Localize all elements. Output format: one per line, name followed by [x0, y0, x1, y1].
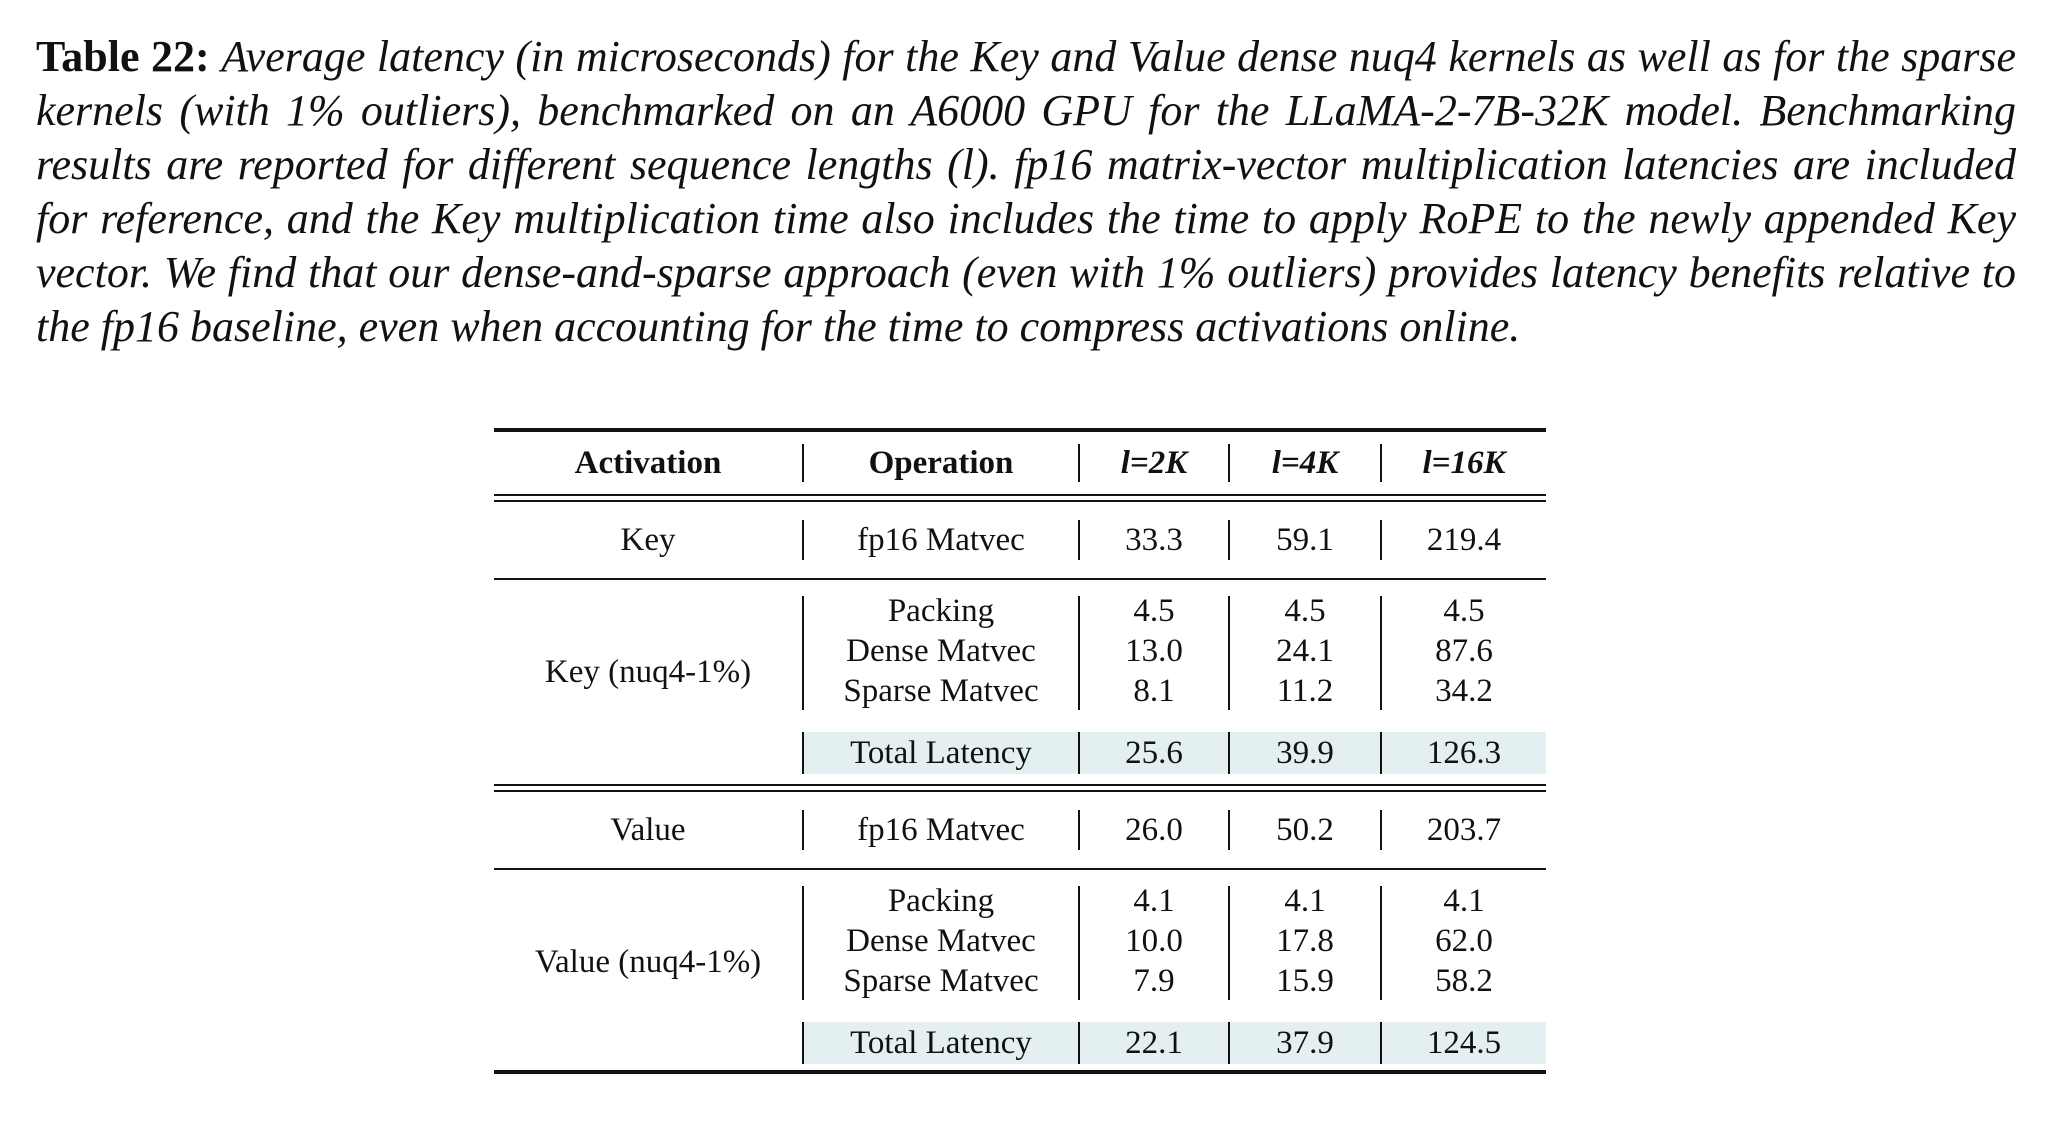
operation-cell: fp16 Matvec: [802, 520, 1078, 560]
value: 4.1: [1133, 883, 1175, 919]
op-sparse: Sparse Matvec: [843, 673, 1039, 709]
caption-text: Average latency (in microseconds) for the Key and Value dense nuq4 kernels as well as for the sparse kernels (with 1% outliers), benchmarked on an A6000 GPU for the LLaMA-2-7B-32K model. Benchmarking results are reported for different sequence lengths (l). fp16 matrix-vector multiplication latencies are included for reference, and the Key multiplication time also includes the time to apply RoPE to the newly appended Key vector. We find that our dense-and-sparse approach (even with 1% outliers) provides latency benefits relative to the fp16 baseline, even when accounting for the time to compress activations online.: [36, 32, 2017, 351]
operation-cell: [802, 883, 1078, 1000]
op-dense: Dense Matvec: [846, 633, 1036, 669]
bottom-rule: [494, 1070, 1546, 1074]
value-cell: [1228, 593, 1380, 710]
caption-label: Table 22:: [36, 32, 210, 81]
activation-cell: Key: [620, 521, 676, 558]
total-value: 25.6: [1078, 732, 1228, 774]
value: 4.5: [1133, 593, 1175, 629]
value: 11.2: [1276, 673, 1334, 709]
header-l2k: l=2K: [1078, 444, 1228, 482]
value: 34.2: [1435, 673, 1493, 709]
op-sparse: Sparse Matvec: [843, 963, 1039, 999]
op-dense: Dense Matvec: [846, 923, 1036, 959]
table-header-row: [494, 428, 1546, 494]
latency-table: [494, 428, 1546, 1074]
value: 4.1: [1443, 883, 1485, 919]
total-label: Total Latency: [802, 1022, 1078, 1064]
total-value: 39.9: [1228, 732, 1380, 774]
value-cell: 50.2: [1228, 810, 1380, 850]
value: 10.0: [1125, 923, 1183, 959]
value-cell: 59.1: [1228, 520, 1380, 560]
header-double-rule: [494, 494, 1546, 502]
value-cell: 203.7: [1380, 810, 1546, 850]
value-cell: [1228, 883, 1380, 1000]
activation-cell: Value (nuq4-1%): [534, 944, 762, 980]
operation-cell: [802, 593, 1078, 710]
value: 15.9: [1276, 963, 1334, 999]
total-label: Total Latency: [802, 732, 1078, 774]
op-packing: Packing: [887, 883, 995, 919]
header-l16k: l=16K: [1380, 444, 1546, 482]
total-value: 126.3: [1380, 732, 1546, 774]
value-cell: 26.0: [1078, 810, 1228, 850]
value: 58.2: [1435, 963, 1493, 999]
section-double-rule: [494, 784, 1546, 792]
total-value: 22.1: [1078, 1022, 1228, 1064]
value: 4.5: [1284, 593, 1326, 629]
table-row: [494, 870, 1546, 1010]
value-cell: [1078, 593, 1228, 710]
table-row: [494, 792, 1546, 868]
value: 7.9: [1133, 963, 1175, 999]
activation-cell: Value: [610, 811, 686, 848]
total-value: 124.5: [1380, 1022, 1546, 1064]
total-latency-row: [494, 1022, 1546, 1064]
value-cell: [1078, 883, 1228, 1000]
total-value: 37.9: [1228, 1022, 1380, 1064]
table-row: [494, 580, 1546, 720]
header-activation: Activation: [574, 444, 722, 481]
table-caption: [36, 30, 2016, 354]
empty-cell: [494, 1022, 802, 1064]
value: 87.6: [1435, 633, 1493, 669]
activation-cell: Key (nuq4-1%): [544, 654, 752, 690]
value-cell: [1380, 593, 1546, 710]
value: 4.1: [1284, 883, 1326, 919]
operation-cell: fp16 Matvec: [802, 810, 1078, 850]
value: 8.1: [1133, 673, 1175, 709]
value: 13.0: [1125, 633, 1183, 669]
value-cell: 33.3: [1078, 520, 1228, 560]
value-cell: [1380, 883, 1546, 1000]
value-cell: 219.4: [1380, 520, 1546, 560]
value: 17.8: [1276, 923, 1334, 959]
total-latency-row: [494, 732, 1546, 774]
op-packing: Packing: [887, 593, 995, 629]
value: 4.5: [1443, 593, 1485, 629]
table-row: [494, 502, 1546, 578]
header-l4k: l=4K: [1228, 444, 1380, 482]
value: 62.0: [1435, 923, 1493, 959]
header-operation: Operation: [802, 444, 1078, 482]
empty-cell: [494, 732, 802, 774]
value: 24.1: [1276, 633, 1334, 669]
